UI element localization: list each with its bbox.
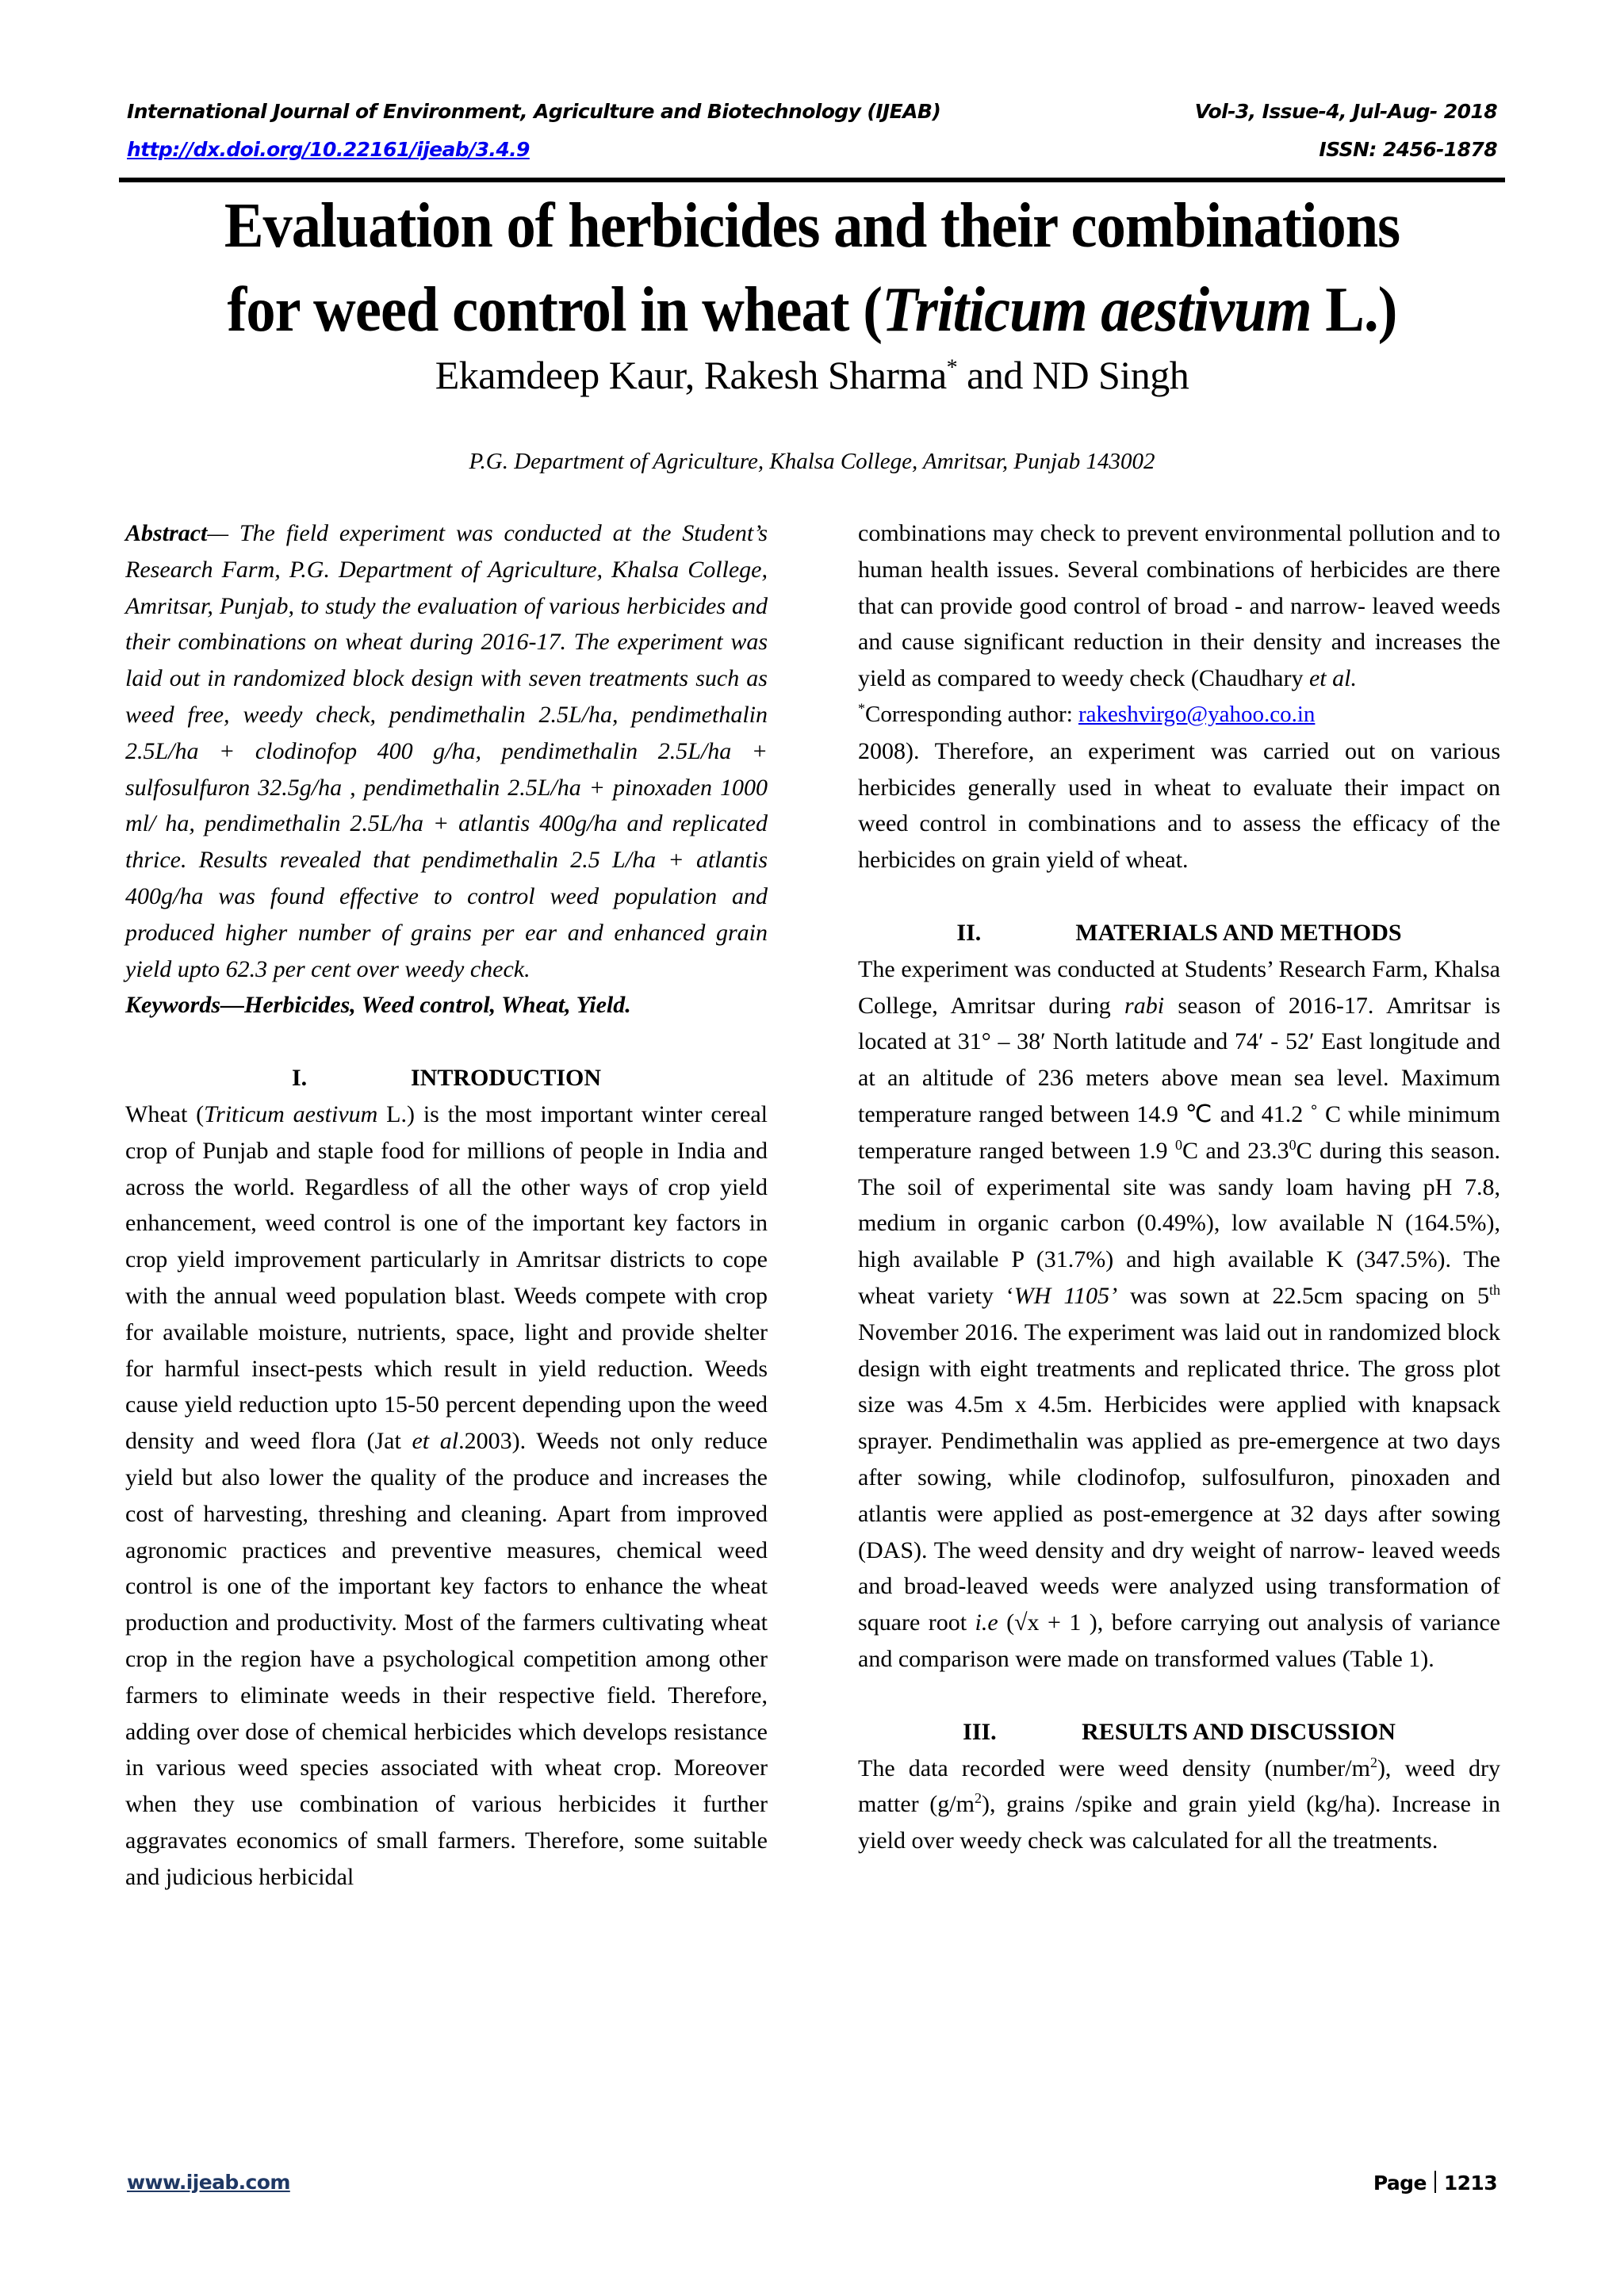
variety-name: WH 1105’ xyxy=(1013,1282,1118,1309)
text: Wheat ( xyxy=(125,1100,205,1127)
methods-paragraph xyxy=(858,951,1500,1678)
squared-sup: 2 xyxy=(1369,1754,1377,1770)
text: season of 2016-17. Amritsar is located at 31° – 38′ North latitude and 74′ - 52′ East longitude and at an altitude of 236 meters above mean sea level. Maximum temperature ranged between 14.9 ℃ and 41.2 ˚ C while minimum temperature ranged between 1.9 xyxy=(858,992,1500,1164)
introduction-paragraph xyxy=(125,1096,768,1896)
authors-names-end: and ND Singh xyxy=(957,353,1189,397)
introduction-continued xyxy=(858,515,1500,697)
text: was sown at 22.5cm spacing on 5 xyxy=(1117,1282,1489,1309)
authors-names: Ekamdeep Kaur, Rakesh Sharma xyxy=(435,353,947,397)
corresponding-marker: * xyxy=(946,355,958,381)
section-title: MATERIALS AND METHODS xyxy=(1075,919,1402,946)
volume-issue: Vol-3, Issue-4, Jul-Aug- 2018 xyxy=(1194,100,1497,123)
introduction-conclusion: 2008). Therefore, an experiment was carried out on various herbicides generally used in wheat to evaluate their impact on weed control in combinations and to assess the efficacy of the herbicides on grain yield of wheat. xyxy=(858,737,1500,874)
section-heading-methods xyxy=(858,915,1500,951)
text: combinations may check to prevent environmental pollution and to human health issues. Several combinations of herbicides are there that can provide good control of broad - and narrow- leaved weeds and cause significant reduction in their density and increases the yield as compared to weedy check (Chaudhary xyxy=(858,520,1500,692)
page-separator xyxy=(1434,2171,1436,2193)
footnote-marker: * xyxy=(858,700,865,717)
section-heading-results xyxy=(858,1714,1500,1751)
page-number: 1213 xyxy=(1443,2172,1497,2195)
page-label: Page xyxy=(1373,2172,1427,2195)
section-number: I. xyxy=(291,1065,308,1092)
text: The experiment was conducted at Students’ Research Farm, Khalsa College, Amritsar during xyxy=(858,955,1500,1019)
ie-abbrev: i.e xyxy=(975,1609,998,1636)
title-line-2-start: for weed control in wheat ( xyxy=(227,275,883,345)
text: ), grains /spike and grain yield (kg/ha). Increase in yield over weedy check was calculated for all the treatments. xyxy=(858,1791,1500,1854)
journal-website-link[interactable]: www.ijeab.com xyxy=(127,2171,290,2194)
citation-etal: et al. xyxy=(1308,665,1357,692)
header-rule xyxy=(119,178,1505,182)
author-list xyxy=(119,352,1505,398)
spacer xyxy=(125,1024,768,1060)
squared-sup: 2 xyxy=(974,1790,982,1807)
section-title: RESULTS AND DISCUSSION xyxy=(1082,1718,1396,1745)
sqrt-formula: (√x + 1 ), xyxy=(998,1609,1104,1636)
abstract xyxy=(125,515,768,987)
title-line-2-end: L.) xyxy=(1311,275,1397,345)
author-email-link[interactable]: rakeshvirgo@yahoo.co.in xyxy=(1078,701,1316,727)
results-paragraph xyxy=(858,1751,1500,1859)
citation-etal: et al xyxy=(412,1428,459,1455)
abstract-label: Abstract xyxy=(125,520,208,546)
text: L.) is the most important winter cereal crop of Punjab and staple food for millions of people in India and across the world. Regardless of all the other ways of crop yield enhancement, weed control is one of the important key factors in crop yield improvement particularly in Amritsar districts to cope with the annual weed population blast. Weeds compete with crop for available moisture, nutrients, space, light and provide shelter for harmful insect-pests which result in yield reduction. Weeds cause yield reduction upto 15-50 percent depending upon the weed density and weed flora (Jat xyxy=(125,1100,768,1455)
left-column xyxy=(125,515,768,1895)
ordinal-sup: th xyxy=(1489,1281,1501,1298)
text: .2003). Weeds not only reduce yield but also lower the quality of the produce and increases the cost of harvesting, threshing and cleaning. Apart from improved agronomic practices and preventive measures, chemical weed control is one of the important key factors to enhance the wheat production and productivity. Most of the farmers cultivating wheat crop in the region have a psychological competition among other farmers to eliminate weeds in their respective field. Therefore, adding over dose of chemical herbicides which develops resistance in various weed species associated with wheat crop. Moreover when they use combination of various herbicides it further aggravates economics of small farmers. Therefore, some suitable and judicious herbicidal xyxy=(125,1428,768,1890)
season-name: rabi xyxy=(1124,992,1165,1019)
corresponding-label: Corresponding author: xyxy=(865,701,1079,727)
text: November 2016. The experiment was laid out in randomized block design with eight treatments and replicated thrice. The gross plot size was 4.5m x 4.5m. Herbicides were applied with knapsack sprayer. Pendimethalin was applied as pre-emergence at two days after sowing, while clodinofop, sulfosulfuron, pinoxaden and atlantis were applied as post-emergence at 32 days after sowing (DAS). The weed density and dry weight of narrow- leaved weeds and broad-leaved weeds were analyzed using transformation of square root xyxy=(858,1318,1500,1636)
text: before carrying out analysis of variance and comparison were made on transformed values (Table 1). xyxy=(858,1609,1500,1672)
section-number: II. xyxy=(956,919,982,946)
spacer xyxy=(858,1678,1500,1714)
paper-title xyxy=(167,184,1457,352)
species-name: Triticum aestivum xyxy=(204,1100,378,1127)
degree-sup: 0 xyxy=(1289,1136,1297,1153)
text: ), weed dry matter (g/m xyxy=(858,1755,1500,1818)
running-header-row2 xyxy=(127,138,1497,161)
abstract-text: The field experiment was conducted at the Student’s Research Farm, P.G. Department of Agriculture, Khalsa College, Amritsar, Punjab, to study the evaluation of various herbicides and their combinations on wheat during 2016-17. The experiment was laid out in randomized block design with seven treatments such as weed free, weedy check, pendimethalin 2.5L/ha, pendimethalin 2.5L/ha + clodinofop 400 g/ha, pendimethalin 2.5L/ha + sulfosulfuron 32.5g/ha , pendimethalin 2.5L/ha + pinoxaden 1000 ml/ ha, pendimethalin 2.5L/ha + atlantis 400g/ha and replicated thrice. Results revealed that pendimethalin 2.5 L/ha + atlantis 400g/ha was found effective to control weed population and produced higher number of grains per ear and enhanced grain yield upto 62.3 per cent over weedy check. xyxy=(125,520,768,982)
affiliation: P.G. Department of Agriculture, Khalsa College, Amritsar, Punjab 143002 xyxy=(469,449,1155,474)
doi-link[interactable]: http://dx.doi.org/10.22161/ijeab/3.4.9 xyxy=(127,138,530,161)
abstract-dash: — xyxy=(207,520,239,546)
journal-name: International Journal of Environment, Agriculture and Biotechnology (IJEAB) xyxy=(127,100,941,123)
title-line-1: Evaluation of herbicides and their combinations xyxy=(224,191,1400,261)
text: C and 23.3 xyxy=(1182,1137,1289,1164)
section-title: INTRODUCTION xyxy=(410,1065,602,1092)
page-number-block xyxy=(1373,2171,1497,2195)
section-heading-introduction xyxy=(125,1060,768,1096)
keywords: Keywords—Herbicides, Weed control, Wheat, Yield. xyxy=(125,992,631,1019)
text: C during this season. The soil of experimental site was sandy loam having pH 7.8, medium in organic carbon (0.49%), low available N (164.5%), high available P (31.7%) and high available K (347.5%). The wheat variety ‘ xyxy=(858,1137,1500,1309)
degree-sup: 0 xyxy=(1174,1136,1182,1153)
spacer xyxy=(858,878,1500,915)
issn: ISSN: 2456-1878 xyxy=(1319,138,1497,161)
species-name: Triticum aestivum xyxy=(882,275,1312,345)
page-footer xyxy=(127,2171,1497,2195)
running-header xyxy=(127,100,1497,123)
text: The data recorded were weed density (number/m xyxy=(858,1755,1370,1781)
corresponding-author-note xyxy=(858,697,1500,733)
section-number: III. xyxy=(963,1718,997,1745)
right-column xyxy=(858,515,1500,1859)
